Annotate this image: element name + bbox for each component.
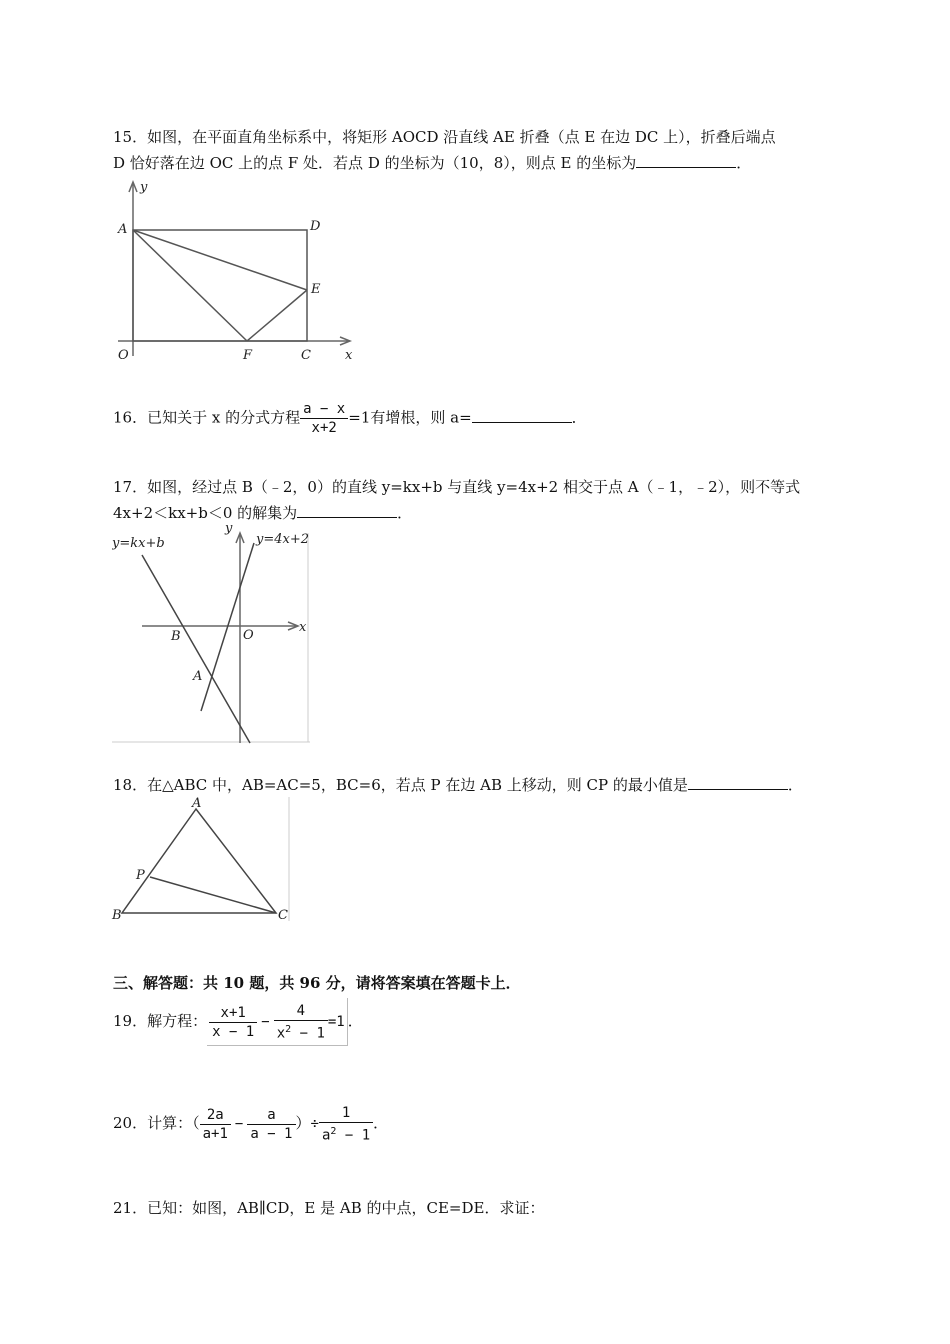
q15-line2 (113, 153, 751, 173)
q20-f3-numerator: 1 (319, 1104, 373, 1123)
q19-end: ． (347, 1012, 363, 1030)
q20-f2-denominator: a − 1 (250, 1125, 293, 1142)
q17-figure (112, 523, 312, 745)
q17-label-l1: y=kx+b (112, 536, 165, 551)
q18-answer-blank (688, 775, 788, 790)
q17-label-y: y (225, 523, 233, 536)
q15-label-D: D (310, 219, 321, 234)
q19-fraction1 (209, 1004, 257, 1041)
q17-end: ． (397, 504, 413, 522)
q16-denominator: x+2 (311, 420, 337, 436)
q18-label-P: P (136, 868, 145, 883)
q20-end: ． (373, 1114, 389, 1132)
q15-label-A: A (118, 222, 128, 237)
q20-minus: − (234, 1116, 244, 1132)
q16-end: ． (571, 408, 587, 427)
q18-line (113, 775, 803, 795)
q20-fraction3 (319, 1104, 373, 1145)
q18-text: 18．在△ABC 中，AB=AC=5，BC=6，若点 P 在边 AB 上移动，则 CP 的最小值是 (113, 776, 688, 794)
q16-answer-blank (472, 408, 572, 423)
q15-line2-text: D 恰好落在边 OC 上的点 F 处．若点 D 的坐标为（10，8），则点 E 的坐标为 (113, 154, 637, 172)
q19-f2-den-exp: 2 (285, 1023, 292, 1035)
q15-line1: 15．如图，在平面直角坐标系中，将矩形 AOCD 沿直线 AE 折叠（点 E 在边 DC 上），折叠后端点 (113, 128, 776, 146)
q15-figure (110, 178, 360, 366)
q15-label-C: C (301, 348, 311, 363)
q15-label-x: x (345, 348, 353, 363)
q19-fraction2 (274, 1002, 328, 1043)
q17-label-l2: y=4x+2 (256, 532, 310, 547)
q16-fraction (300, 400, 348, 437)
q20-f2-numerator: a (247, 1106, 295, 1125)
q19-f2-den-base: x (276, 1025, 286, 1042)
q20-f3-den-base: a (321, 1127, 331, 1144)
q20-open-paren: （ (192, 1114, 200, 1132)
q19-prefix: 19．解方程： (113, 1012, 208, 1030)
q20-line (113, 1098, 388, 1149)
q19-line (113, 998, 363, 1046)
q19-minus: − (261, 1014, 270, 1030)
q20-prefix: 20．计算： (113, 1114, 193, 1132)
q18-end: ． (787, 776, 803, 794)
q18-figure (110, 795, 295, 925)
q17-line2-text: 4x+2＜kx+b＜0 的解集为 (113, 504, 298, 522)
q16-prefix: 16．已知关于 x 的分式方程 (113, 408, 301, 427)
q15-label-O: O (118, 348, 129, 363)
q15-label-y: y (140, 180, 148, 195)
q17-label-O: O (243, 628, 254, 643)
q16-line (113, 400, 587, 437)
q21-line: 21．已知：如图，AB∥CD，E 是 AB 的中点，CE=DE．求证： (113, 1199, 545, 1217)
q20-divide: ÷ (310, 1116, 319, 1132)
q16-numerator: a − x (300, 400, 348, 419)
q20-close-paren: ） (295, 1114, 311, 1132)
q19-f2-den-tail: − 1 (291, 1025, 325, 1042)
q18-label-C: C (278, 908, 288, 923)
q17-answer-blank (297, 503, 397, 518)
q19-f2-numerator: 4 (274, 1002, 328, 1021)
q19-equation (207, 998, 348, 1046)
q17-label-B: B (171, 629, 181, 644)
q18-label-B: B (112, 908, 122, 923)
q17-label-A: A (193, 669, 203, 684)
section3-heading: 三、解答题：共 10 题，共 96 分，请将答案填在答题卡上． (113, 974, 521, 992)
q20-f1-numerator: 2a (200, 1106, 231, 1125)
q20-fraction1 (200, 1106, 231, 1143)
q15-answer-blank (636, 153, 736, 168)
q19-f1-denominator: x − 1 (212, 1023, 255, 1040)
q17-line2 (113, 503, 412, 523)
q20-f1-denominator: a+1 (202, 1125, 228, 1142)
q15-label-F: F (243, 348, 253, 363)
q20-fraction2 (247, 1106, 295, 1143)
q19-equals: =1 (327, 1014, 345, 1030)
q15-end: ． (736, 154, 752, 172)
q17-line1: 17．如图，经过点 B（﹣2，0）的直线 y=kx+b 与直线 y=4x+2 相交于点 A（﹣1，﹣2），则不等式 (113, 478, 801, 496)
q19-f1-numerator: x+1 (209, 1004, 257, 1023)
q20-f3-den-tail: − 1 (336, 1127, 371, 1144)
q20-f3-den-exp: 2 (330, 1125, 337, 1137)
q18-label-A: A (192, 796, 202, 811)
q17-label-x: x (299, 620, 307, 635)
q16-suffix: =1有增根，则 a= (348, 408, 472, 427)
q15-label-E: E (311, 282, 321, 297)
